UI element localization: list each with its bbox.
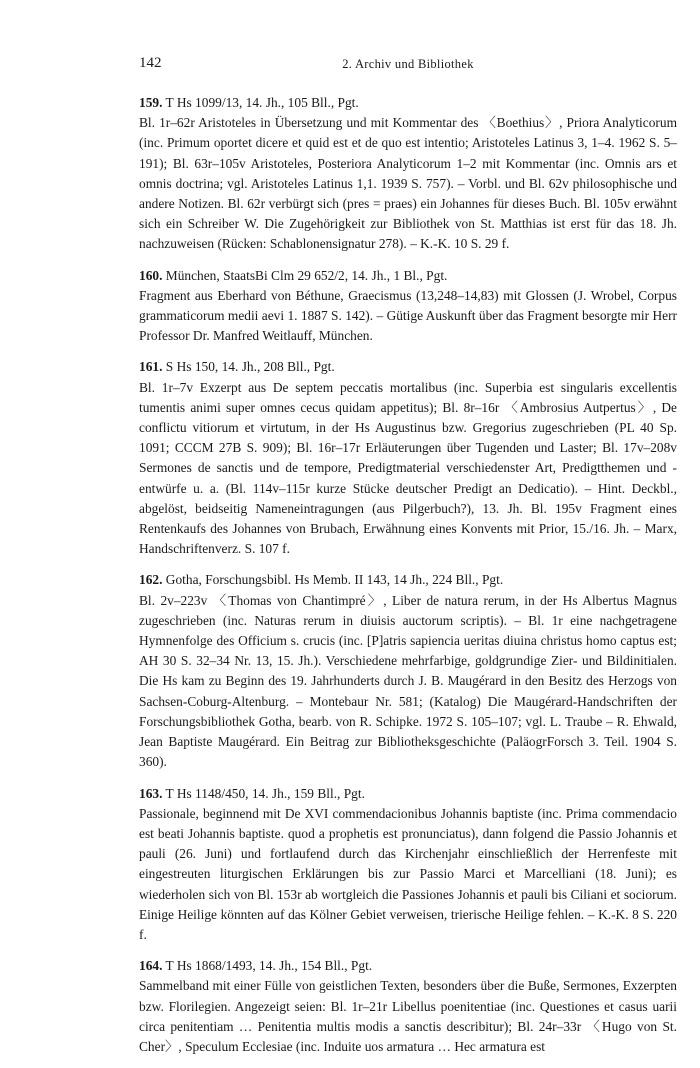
entry-heading: T Hs 1099/13, 14. Jh., 105 Bll., Pgt. [165,95,359,110]
catalog-body [139,93,677,1068]
entry-number: 161. [139,359,163,375]
entry-heading: T Hs 1148/450, 14. Jh., 159 Bll., Pgt. [165,785,365,801]
entry-text: Bl. 2v–223v 〈Thomas von Chantimpré〉, Liber de natura rerum, in der Hs Albertus Magnus zugeschrieben (inc. Naturas rerum in diuisis auctorum scriptis). – Bl. 1r eine nachgetragene Hymnenfolge des Officium s. crucis (inc. [P]atris sapiencia ueritas diuina christus homo captus est; AH 30 S. 32–34 Nr. 13, 15. Jh.). Verschiedene mehrfarbige, goldgrundige Zier- und Bildinitialen. Die Hs kam zu Beginn des 19. Jahrhunderts durch J. B. Maugérard in den Besitz des Herzogs von Sachsen-Coburg-Altenburg. – Montebaur Nr. 581; (Katalog) Die Maugérard-Handschriften der Forschungsbibliothek Gotha, bearb. von R. Schipke. 1972 S. 105–107; vgl. L. Traube – R. Ehwald, Jean Baptiste Maugérard. Ein Beitrag zur Bibliotheksgeschichte (PaläogrForsch 3. Teil. 1904 S. 360). [139,592,677,770]
entry-text: Passionale, beginnend mit De XVI commendacionibus Johannis baptiste (inc. Prima commendacio est beati Johannis baptiste. quod a prophetis est pronunciatus), dann folgend die Passio Johannis et pauli (26. Juni) und fortlaufend durch das Kirchenjahr einschließlich der Herrenfeste mit eingestreuten liturgischen Erklärungen bis zur Passio Marci et Marcelliani (18. Juni); es wiederholen sich von Bl. 153r ab wortgleich die Passiones Johannis et pauli bis Ciliani et sociorum. Einige Heilige könnten auf das Kölner Gebiet verweisen, trierische Heilige fehlen. – K.-K. 8 S. 220 f. [139,805,677,942]
catalog-entry-160 [139,266,677,347]
entry-text: Sammelband mit einer Fülle von geistlichen Texten, besonders über die Buße, Sermones, Exzerpten bzw. Florilegien. Angezeigt seien: Bl. 1r–21r Libellus poenitentiae (inc. Questiones et casus uarii circa penitentiam … Penitentia multis modis a sanctis describitur); Bl. 24r–33r 〈Hugo von St. Cher〉, Speculum Ecclesiae (inc. Induite uos armatura … Hec armatura est [139,978,677,1054]
entry-number: 164. [139,958,163,974]
entry-number: 163. [139,785,163,801]
entry-heading: Gotha, Forschungsbibl. Hs Memb. II 143, 14 Jh., 224 Bll., Pgt. [165,572,504,588]
entry-heading: S Hs 150, 14. Jh., 208 Bll., Pgt. [165,359,335,375]
catalog-entry-161 [139,357,677,559]
catalog-entry-162 [139,570,677,772]
catalog-entry-163 [139,784,677,946]
entry-number: 159. [139,95,163,110]
entry-text: Bl. 1r–62r Aristoteles in Übersetzung und mit Kommentar des 〈Boethius〉, Priora Analyticorum (inc. Primum oportet dicere et quid est et de quo est intentio; Aristoteles Latinus 3, 1–4. 1962 S. 5–191); Bl. 63r–105v Aristoteles, Posteriora Analyticorum 1–2 mit Kommentar (inc. Omnis ars et omnis doctrina; vgl. Aristoteles Latinus 1,1. 1939 S. 757). – Vorbl. und Bl. 62v philosophische und andere Notizen. Bl. 62r verbürgt sich (pres = praes) ein Johannes für dieses Buch. Bl. 105v erwähnt sich ein Schreiber W. Die Zugehörigkeit zur Bibliothek von St. Matthias ist erst für das 18. Jh. nachzuweisen (Rücken: Schablonensignatur 278). – K.-K. 10 S. 29 f. [139,115,677,252]
entry-number: 160. [139,267,163,283]
entry-heading: T Hs 1868/1493, 14. Jh., 154 Bll., Pgt. [165,958,373,974]
catalog-entry-164 [139,956,677,1057]
entry-heading: München, StaatsBi Clm 29 652/2, 14. Jh., 1 Bl., Pgt. [165,267,448,283]
entry-text: Fragment aus Eberhard von Béthune, Graecismus (13,248–14,83) mit Glossen (J. Wrobel, Corpus grammaticorum medii aevi 1. 1887 S. 142). – Gütige Auskunft über das Fragment besorgte mir Herr Professor Dr. Manfred Weitlauff, München. [139,287,677,344]
catalog-entry-159 [139,93,677,255]
page-number: 142 [139,55,162,71]
chapter-title: 2. Archiv und Bibliothek [342,57,474,71]
running-head [139,55,677,75]
entry-text: Bl. 1r–7v Exzerpt aus De septem peccatis mortalibus (inc. Superbia est singularis excellentis tumentis animi super omnes cecus quidam appetitus); Bl. 8r–16r 〈Ambrosius Autpertus〉, De conflictu vitiorum et virtutum, in der Hs Augustinus bzw. Gregorius zugeschrieben (PL 40 Sp. 1091; CCCM 27B S. 909); Bl. 16r–17r Erläuterungen über Tugenden und Laster; Bl. 17v–208v Sermones de sanctis und de tempore, Predigtmaterial verschiedenster Art, Predigtthemen und -entwürfe u. a. (Bl. 114v–115r kurze Stücke deutscher Predigt an Dedicatio). – Hint. Deckbl., abgelöst, beidseitig Nameneintragungen (aus Pilgerbuch?), 13. Jh. Bl. 195v Fragment eines Rentenkaufs des Johannes von Brubach, Erwähnung eines Konvents mit Prior, 15./16. Jh. – Marx, Handschriftenverz. S. 107 f. [139,379,677,557]
entry-number: 162. [139,572,163,588]
